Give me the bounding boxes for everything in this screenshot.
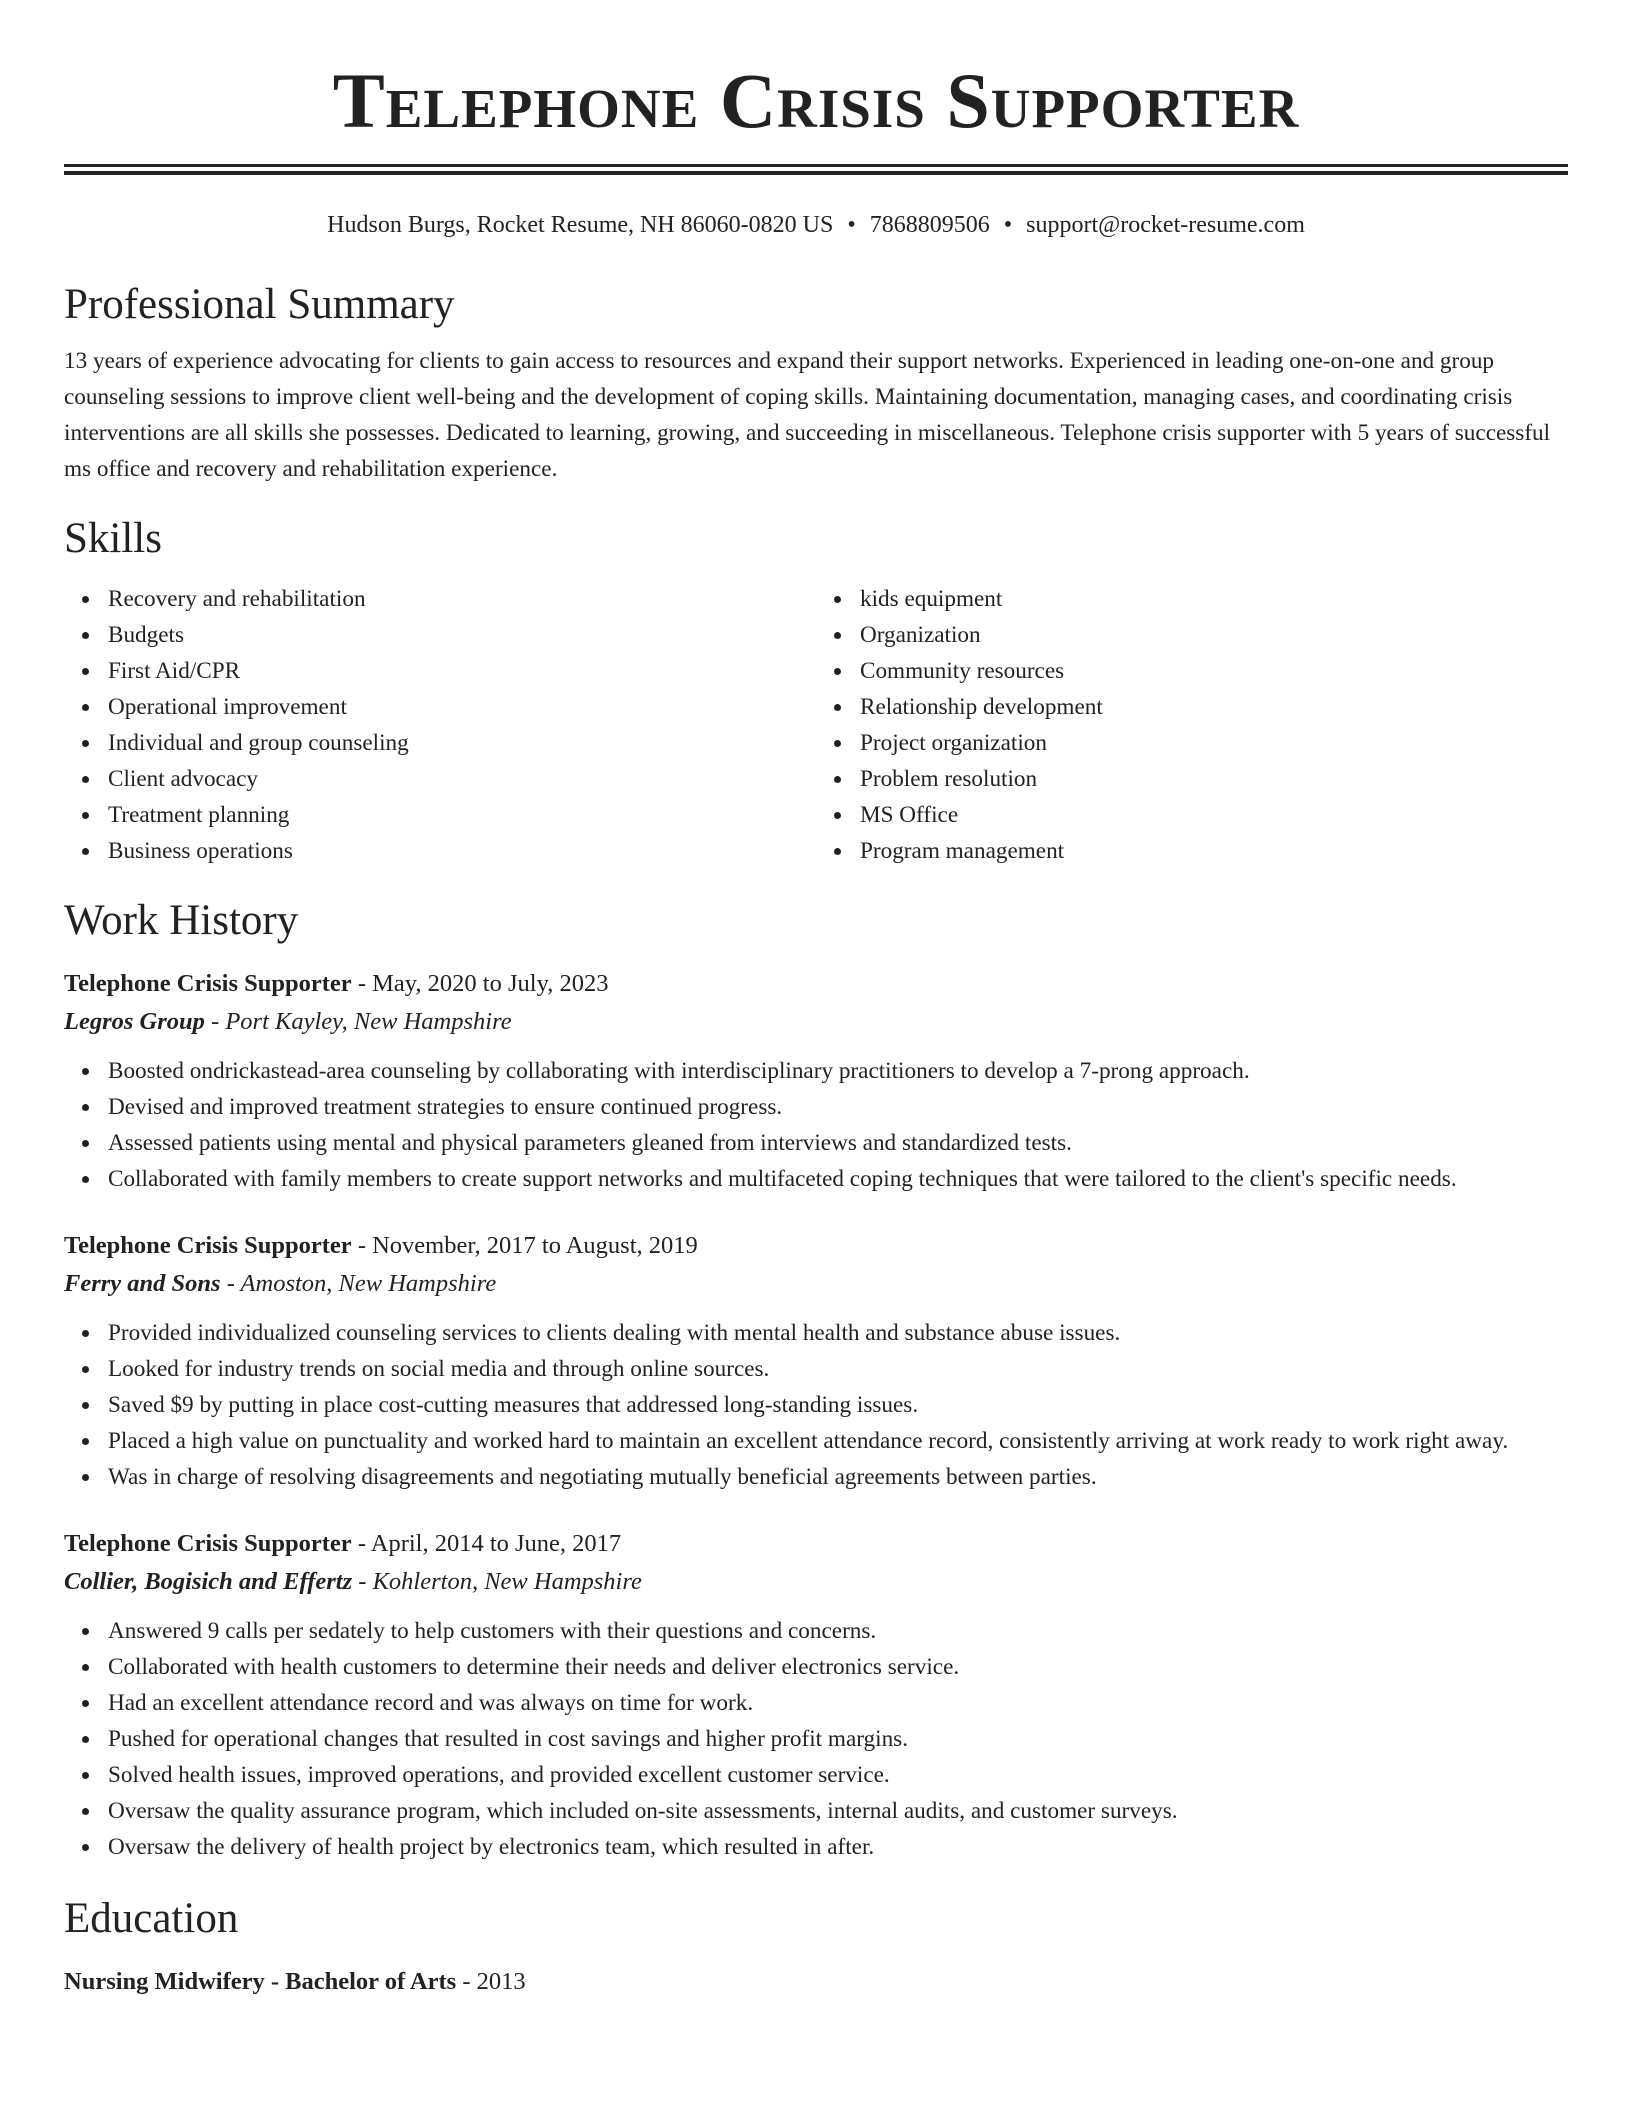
skill-item: Individual and group counseling bbox=[108, 725, 816, 761]
education-degree: Nursing Midwifery - Bachelor of Arts bbox=[64, 1968, 457, 1995]
job-heading: Telephone Crisis Supporter - November, 2017 to August, 2019 bbox=[64, 1232, 698, 1259]
skill-item: MS Office bbox=[860, 797, 1568, 833]
skill-item: Business operations bbox=[108, 833, 816, 869]
skill-item: Problem resolution bbox=[860, 761, 1568, 797]
skill-item: Client advocacy bbox=[108, 761, 816, 797]
job-duty: Collaborated with health customers to determine their needs and deliver electronics service. bbox=[108, 1649, 1568, 1685]
education-entry: Nursing Midwifery - Bachelor of Arts - 2013 bbox=[64, 1968, 526, 1995]
skill-item: Budgets bbox=[108, 617, 816, 653]
skills-heading: Skills bbox=[64, 515, 162, 562]
skill-item: Operational improvement bbox=[108, 689, 816, 725]
job-location: Kohlerton, New Hampshire bbox=[372, 1568, 642, 1595]
job-duty: Saved $9 by putting in place cost-cutting measures that addressed long-standing issues. bbox=[108, 1387, 1568, 1423]
work-history-heading: Work History bbox=[64, 897, 299, 944]
skills-list-right bbox=[816, 581, 1568, 869]
job-duties bbox=[64, 1053, 1568, 1197]
header-rule bbox=[64, 164, 1568, 175]
job-heading: Telephone Crisis Supporter - April, 2014 to June, 2017 bbox=[64, 1530, 622, 1557]
contact-separator: • bbox=[847, 212, 856, 238]
job-role: Telephone Crisis Supporter bbox=[64, 970, 352, 997]
job-dates: May, 2020 to July, 2023 bbox=[372, 970, 609, 997]
job-company: Legros Group bbox=[64, 1008, 205, 1035]
job-heading: Telephone Crisis Supporter - May, 2020 to July, 2023 bbox=[64, 970, 609, 997]
summary-text: 13 years of experience advocating for clients to gain access to resources and expand their support networks. Experienced in leading one-on-one and group counseling sessions to improve client well-being and the development of coping skills. Maintaining documentation, managing cases, and coordinating crisis interventions are all skills she possesses. Dedicated to learning, growing, and succeeding in miscellaneous. Telephone crisis supporter with 5 years of successful ms office and recovery and rehabilitation experience. bbox=[64, 348, 1551, 482]
job-duty: Solved health issues, improved operations, and provided excellent customer service. bbox=[108, 1757, 1568, 1793]
skill-item: Organization bbox=[860, 617, 1568, 653]
job-duty: Devised and improved treatment strategies to ensure continued progress. bbox=[108, 1089, 1568, 1125]
contact-line bbox=[64, 209, 1568, 241]
education-heading: Education bbox=[64, 1895, 239, 1942]
skills-grid bbox=[64, 581, 1568, 869]
job-location: Port Kayley, New Hampshire bbox=[225, 1008, 512, 1035]
job-entry bbox=[64, 1227, 1568, 1495]
contact-address: Hudson Burgs, Rocket Resume, NH 86060-0820 US bbox=[327, 212, 834, 238]
job-role: Telephone Crisis Supporter bbox=[64, 1232, 352, 1259]
skill-item: Relationship development bbox=[860, 689, 1568, 725]
job-duty: Oversaw the quality assurance program, which included on-site assessments, internal audits, and customer surveys. bbox=[108, 1793, 1568, 1829]
skill-item: kids equipment bbox=[860, 581, 1568, 617]
job-duty: Looked for industry trends on social media and through online sources. bbox=[108, 1351, 1568, 1387]
job-entry bbox=[64, 1525, 1568, 1865]
job-duty: Provided individualized counseling services to clients dealing with mental health and substance abuse issues. bbox=[108, 1315, 1568, 1351]
job-duty: Oversaw the delivery of health project by electronics team, which resulted in after. bbox=[108, 1829, 1568, 1865]
job-location: Amoston, New Hampshire bbox=[240, 1270, 497, 1297]
skill-item: Treatment planning bbox=[108, 797, 816, 833]
job-dates: November, 2017 to August, 2019 bbox=[372, 1232, 698, 1259]
resume-name: Telephone Crisis Supporter bbox=[332, 57, 1300, 144]
job-duty: Boosted ondrickastead-area counseling by collaborating with interdisciplinary practitioners to develop a 7-prong approach. bbox=[108, 1053, 1568, 1089]
job-role: Telephone Crisis Supporter bbox=[64, 1530, 352, 1557]
contact-email: support@rocket-resume.com bbox=[1026, 212, 1305, 238]
skills-list-left bbox=[64, 581, 816, 869]
contact-separator: • bbox=[1003, 212, 1013, 238]
skill-item: Recovery and rehabilitation bbox=[108, 581, 816, 617]
job-duties bbox=[64, 1315, 1568, 1495]
job-duties bbox=[64, 1613, 1568, 1865]
job-duty: Assessed patients using mental and physical parameters gleaned from interviews and standardized tests. bbox=[108, 1125, 1568, 1161]
job-duty: Placed a high value on punctuality and worked hard to maintain an excellent attendance record, consistently arriving at work ready to work right away. bbox=[108, 1423, 1568, 1459]
job-employer: Legros Group - Port Kayley, New Hampshire bbox=[64, 1008, 512, 1035]
job-entry bbox=[64, 965, 1568, 1197]
skill-item: Project organization bbox=[860, 725, 1568, 761]
job-company: Ferry and Sons bbox=[64, 1270, 221, 1297]
job-duty: Had an excellent attendance record and was always on time for work. bbox=[108, 1685, 1568, 1721]
job-duty: Pushed for operational changes that resulted in cost savings and higher profit margins. bbox=[108, 1721, 1568, 1757]
job-employer: Ferry and Sons - Amoston, New Hampshire bbox=[64, 1270, 497, 1297]
job-duty: Collaborated with family members to create support networks and multifaceted coping techniques that were tailored to the client's specific needs. bbox=[108, 1161, 1568, 1197]
job-company: Collier, Bogisich and Effertz bbox=[64, 1568, 353, 1595]
job-dates: April, 2014 to June, 2017 bbox=[370, 1530, 622, 1557]
skill-item: Program management bbox=[860, 833, 1568, 869]
skill-item: Community resources bbox=[860, 653, 1568, 689]
job-duty: Answered 9 calls per sedately to help customers with their questions and concerns. bbox=[108, 1613, 1568, 1649]
contact-phone: 7868809506 bbox=[869, 212, 990, 238]
job-duty: Was in charge of resolving disagreements and negotiating mutually beneficial agreements between parties. bbox=[108, 1459, 1568, 1495]
skill-item: First Aid/CPR bbox=[108, 653, 816, 689]
job-employer: Collier, Bogisich and Effertz - Kohlerton, New Hampshire bbox=[64, 1568, 642, 1595]
summary-heading: Professional Summary bbox=[64, 281, 455, 328]
education-year: 2013 bbox=[476, 1968, 526, 1995]
